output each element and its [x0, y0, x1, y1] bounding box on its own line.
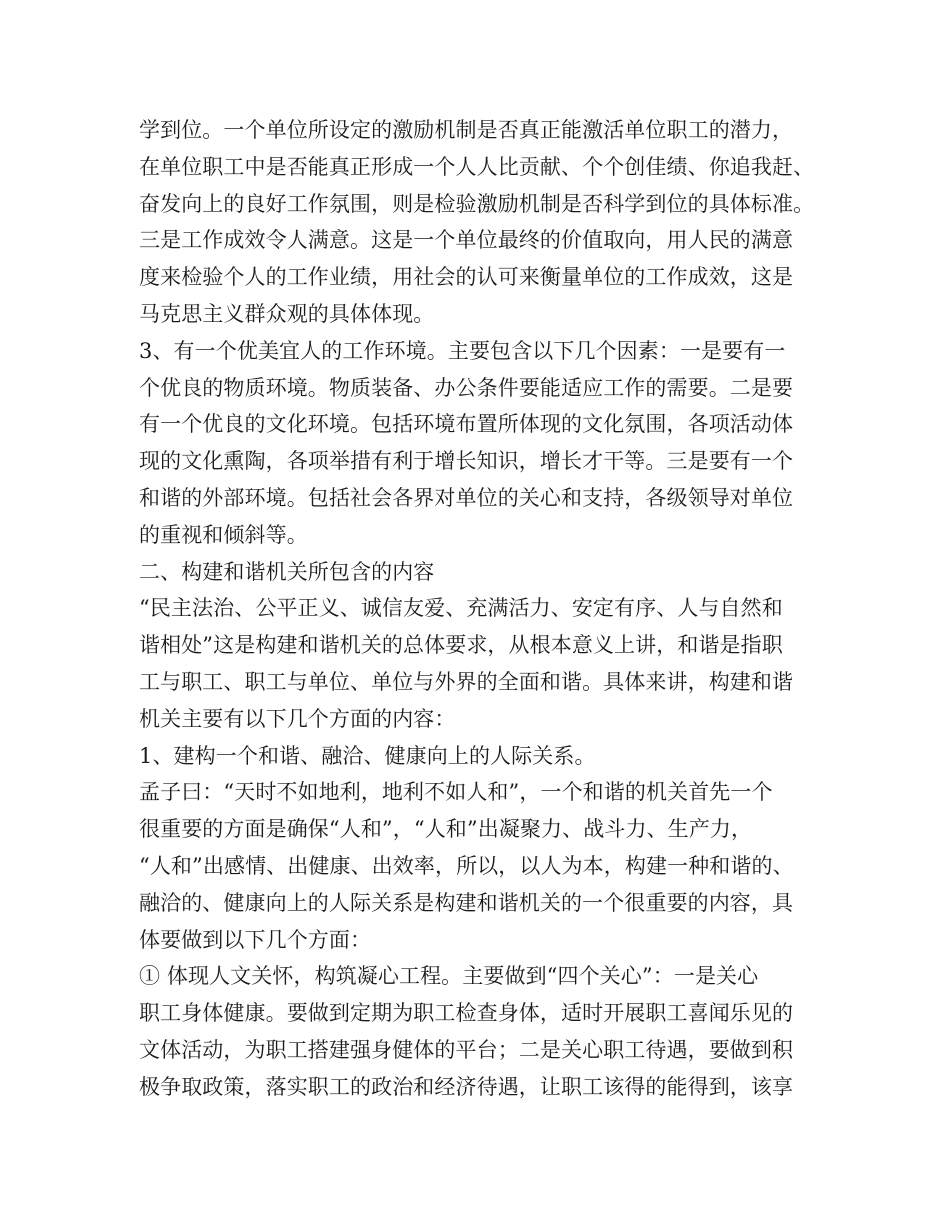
subsection-heading: 1、建构一个和谐、融洽、健康向上的人际关系。	[139, 743, 596, 768]
text-line: 融洽的、健康向上的人际关系是构建和谐机关的一个很重要的内容，具	[139, 890, 794, 915]
text-line: 奋发向上的良好工作氛围，则是检验激励机制是否科学到位的具体标准。	[139, 191, 815, 216]
body-text	[139, 112, 829, 1106]
text-line: 体要做到以下几个方面：	[139, 927, 372, 952]
text-line: 工与职工、职工与单位、单位与外界的全面和谐。具体来讲，构建和谐	[139, 669, 794, 694]
text-line: 学到位。一个单位所设定的激励机制是否真正能激活单位职工的潜力，	[139, 118, 794, 142]
text-line: 谐相处”这是构建和谐机关的总体要求，从根本意义上讲，和谐是指职	[139, 633, 783, 658]
text-line: 个优良的物质环境。物质装备、办公条件要能适应工作的需要。二是要	[139, 375, 794, 400]
section-heading: 二、构建和谐机关所包含的内容	[139, 559, 435, 584]
text-line: 很重要的方面是确保“人和”，“人和”出凝聚力、战斗力、生产力，	[139, 817, 753, 842]
text-line: 有一个优良的文化环境。包括环境布置所体现的文化氛围，各项活动体	[139, 412, 794, 437]
text-line: 极争取政策，落实职工的政治和经济待遇，让职工该得的能得到，该享	[139, 1074, 794, 1099]
text-line: 在单位职工中是否能真正形成一个人人比贡献、个个创佳绩、你追我赶、	[139, 154, 815, 179]
text-line: 现的文化熏陶，各项举措有利于增长知识，增长才干等。三是要有一个	[139, 449, 794, 474]
text-line: 孟子曰：“天时不如地利，地利不如人和”，一个和谐的机关首先一个	[139, 780, 773, 805]
text-line: 机关主要有以下几个方面的内容：	[139, 706, 456, 731]
text-line: 和谐的外部环境。包括社会各界对单位的关心和支持，各级领导对单位	[139, 485, 794, 510]
text-line: 的重视和倾斜等。	[139, 522, 308, 547]
text-line: “民主法治、公平正义、诚信友爱、充满活力、安定有序、人与自然和	[139, 596, 783, 621]
text-line: 马克思主义群众观的具体体现。	[139, 301, 435, 326]
text-line: ① 体现人文关怀，构筑凝心工程。主要做到“四个关心”：一是关心	[139, 964, 759, 989]
text-line: 文体活动，为职工搭建强身健体的平台；二是关心职工待遇，要做到积	[139, 1037, 794, 1062]
text-line: 度来检验个人的工作业绩，用社会的认可来衡量单位的工作成效，这是	[139, 265, 794, 290]
text-line: “人和”出感情、出健康、出效率，所以，以人为本，构建一种和谐的、	[139, 853, 794, 878]
text-line: 三是工作成效令人满意。这是一个单位最终的价值取向，用人民的满意	[139, 228, 794, 253]
text-line: 职工身体健康。要做到定期为职工检查身体，适时开展职工喜闻乐见的	[139, 1001, 794, 1026]
text-line: 3、有一个优美宜人的工作环境。主要包含以下几个因素：一是要有一	[139, 338, 786, 363]
